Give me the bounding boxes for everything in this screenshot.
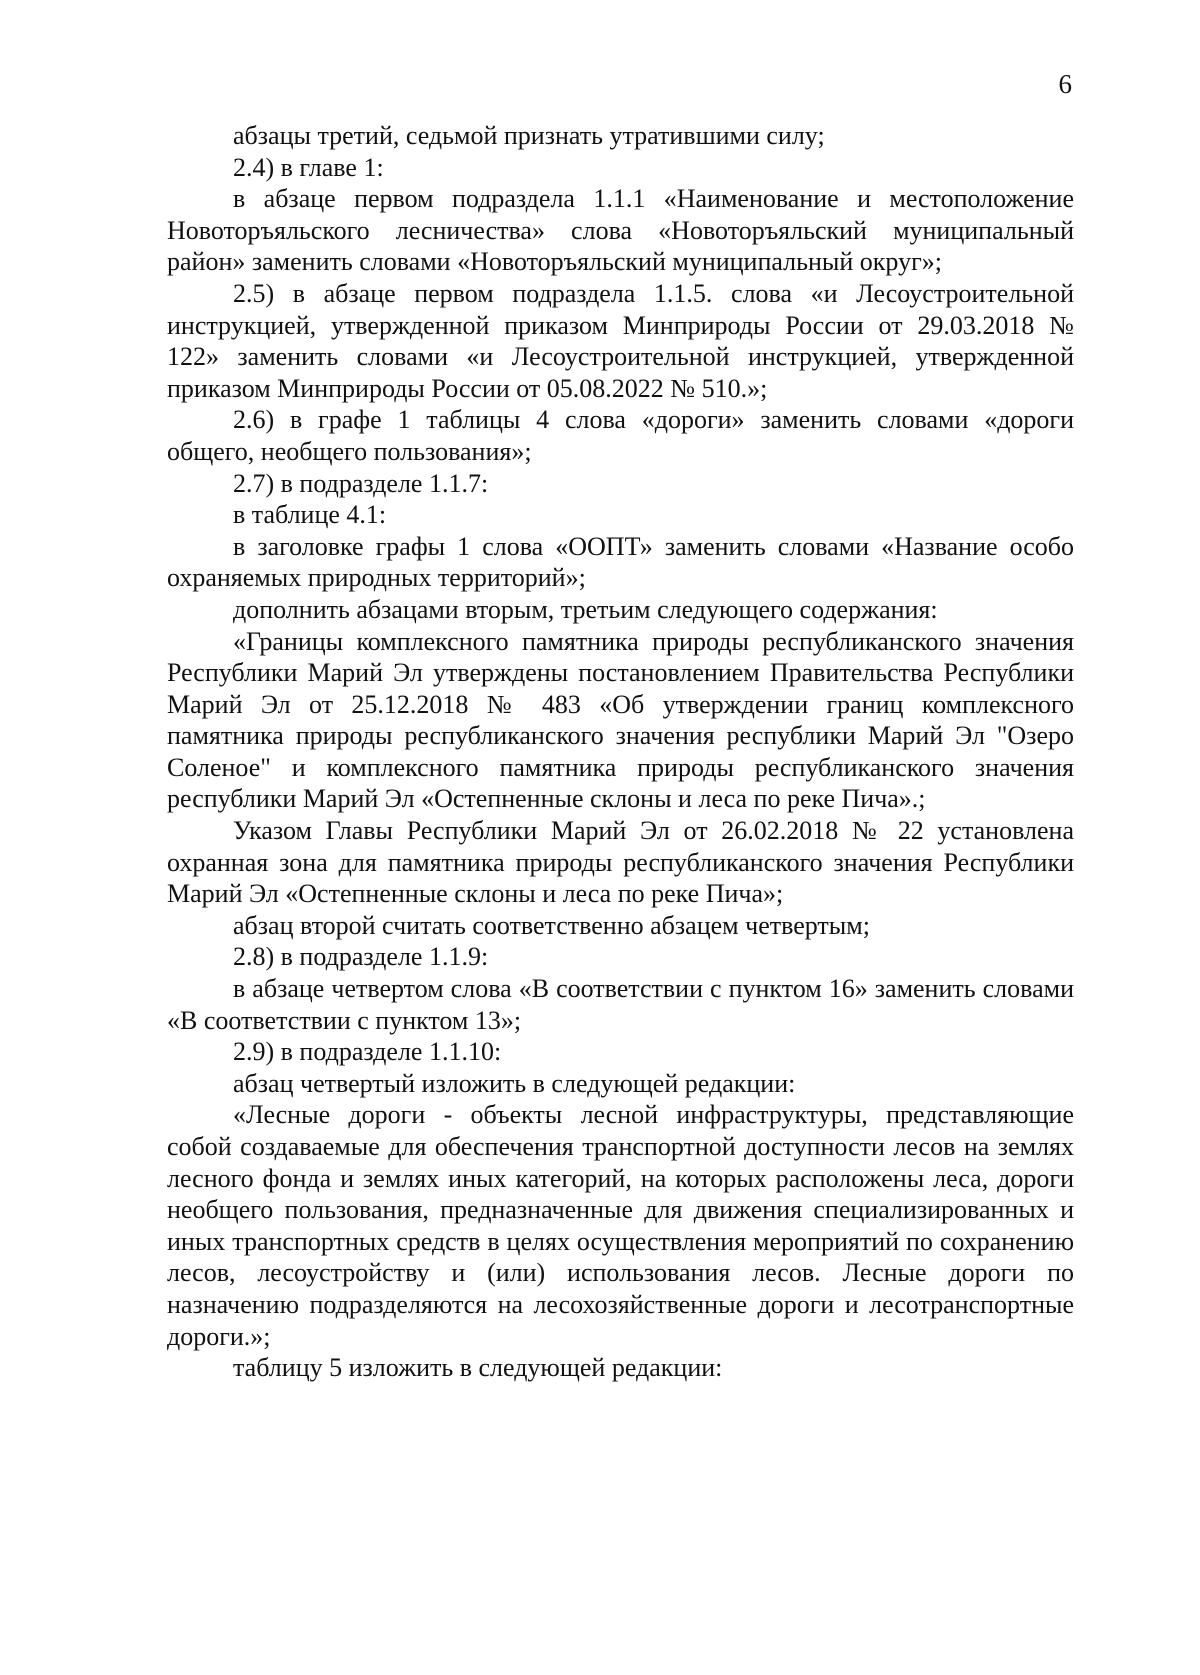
paragraph-13: 2.8) в подразделе 1.1.9:: [233, 942, 489, 972]
paragraph-6: 2.7) в подразделе 1.1.7:: [233, 468, 489, 498]
paragraph-11: Указом Главы Республики Марий Эл от 26.02.2018 № 22 установлена охранная зона для памятника природы республиканского значения Республики Марий Эл «Остепненные склоны и леса по реке Пича»;: [167, 816, 1074, 909]
paragraph-4: 2.5) в абзаце первом подраздела 1.1.5. слова «и Лесоустроительной инструкцией, утвержденной приказом Минприроды России от 29.03.2018 № 122» заменить словами «и Лесоустроительной инструкцией, утвержденной приказом Минприроды России от 05.08.2022 № 510.»;: [167, 278, 1074, 403]
page-number: 6: [1058, 69, 1072, 99]
document-body: [167, 120, 1074, 1384]
paragraph-10: «Границы комплексного памятника природы республиканского значения Республики Марий Эл утверждены постановлением Правительства Республики Марий Эл от 25.12.2018 № 483 «Об утверждении границ комплексного памятника природы республиканского значения республики Марий Эл "Озеро Соленое" и комплексного памятника природы республиканского значения республики Марий Эл «Остепненные склоны и леса по реке Пича».;: [167, 626, 1074, 814]
paragraph-2: 2.4) в главе 1:: [233, 152, 384, 182]
paragraph-18: таблицу 5 изложить в следующей редакции:: [233, 1353, 723, 1383]
paragraph-16: абзац четвертый изложить в следующей редакции:: [233, 1068, 796, 1098]
paragraph-7: в таблице 4.1:: [233, 500, 387, 530]
paragraph-15: 2.9) в подразделе 1.1.10:: [233, 1037, 502, 1067]
paragraph-8: в заголовке графы 1 слова «ООПТ» заменить словами «Название особо охраняемых природных территорий»;: [167, 531, 1074, 593]
paragraph-5: 2.6) в графе 1 таблицы 4 слова «дороги» заменить словами «дороги общего, необщего пользования»;: [167, 405, 1074, 466]
paragraph-9: дополнить абзацами вторым, третьим следующего содержания:: [233, 594, 938, 624]
paragraph-17: «Лесные дороги - объекты лесной инфраструктуры, представляющие собой создаваемые для обеспечения транспортной доступности лесов на землях лесного фонда и землях иных категорий, на которых расположены леса, дороги необщего пользования, предназначенные для движения специализированных и иных транспортных средств в целях осуществления мероприятий по сохранению лесов, лесоустройству и (или) использования лесов. Лесные дороги по назначению подразделяются на лесохозяйственные дороги и лесотранспортные дороги.»;: [167, 1100, 1074, 1351]
paragraph-12: абзац второй считать соответственно абзацем четвертым;: [233, 910, 870, 940]
paragraph-14: в абзаце четвертом слова «В соответствии с пунктом 16» заменить словами «В соответствии с пунктом 13»;: [167, 974, 1074, 1035]
paragraph-3: в абзаце первом подраздела 1.1.1 «Наименование и местоположение Новоторъяльского лесничества» слова «Новоторъяльский муниципальный район» заменить словами «Новоторъяльский муниципальный округ»;: [167, 184, 1074, 277]
paragraph-1: абзацы третий, седьмой признать утратившими силу;: [233, 121, 825, 150]
